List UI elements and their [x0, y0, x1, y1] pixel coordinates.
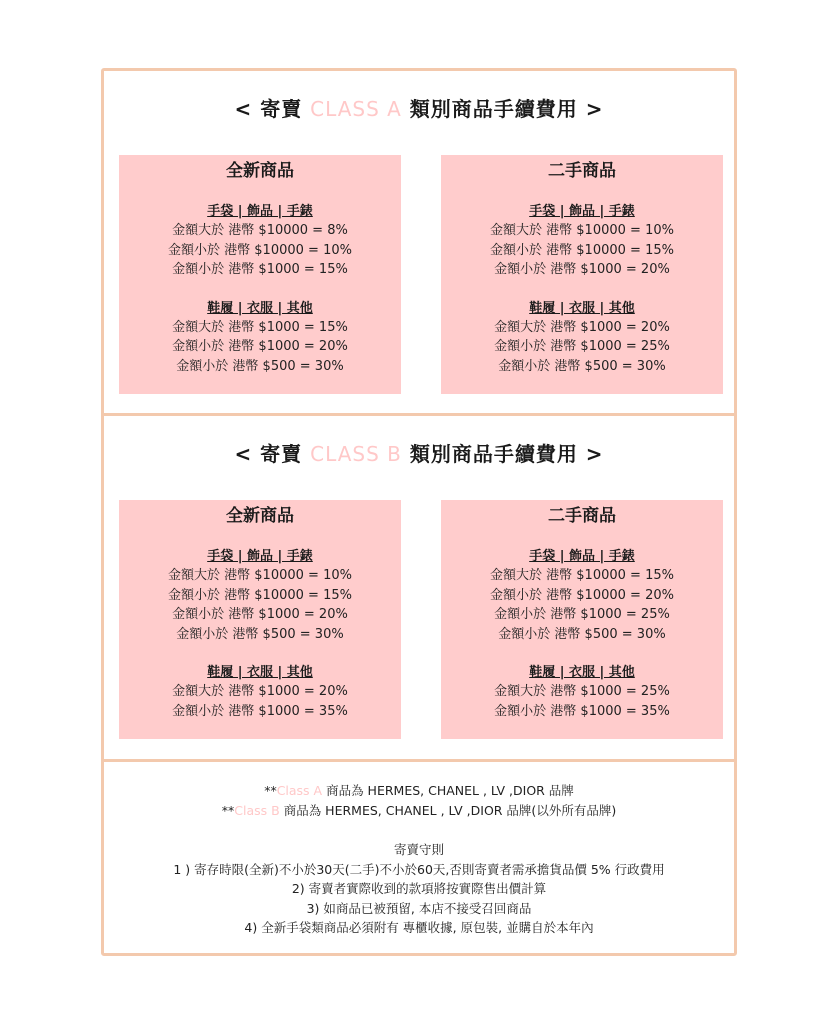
class-b-note-text: 商品為 HERMES, CHANEL , LV ,DIOR 品牌(以外所有品牌) [279, 802, 617, 818]
rate-group-bags [119, 547, 401, 644]
rate-line: 金額大於 港幣 $10000 = 8% [172, 223, 348, 238]
group-title: 手袋 | 飾品 | 手錶 [529, 549, 635, 564]
rate-line: 金額小於 港幣 $10000 = 20% [490, 587, 674, 603]
rate-line: 金額大於 港幣 $10000 = 15% [490, 568, 674, 583]
class-a-note [104, 781, 734, 801]
section-divider [104, 759, 734, 762]
class-b-used-card [441, 500, 723, 739]
class-b-new-card [119, 500, 401, 739]
group-title: 手袋 | 飾品 | 手錶 [529, 204, 635, 219]
group-title: 鞋履 | 衣服 | 其他 [529, 300, 635, 316]
class-b-title-suffix: 類別商品手續費用 > [401, 442, 604, 466]
group-title: 鞋履 | 衣服 | 其他 [529, 665, 635, 680]
rate-line: 金額大於 港幣 $1000 = 15% [172, 319, 348, 335]
rate-line: 金額大於 港幣 $1000 = 20% [172, 684, 348, 699]
group-title: 鞋履 | 衣服 | 其他 [207, 665, 313, 680]
rate-line: 金額小於 港幣 $500 = 30% [498, 358, 666, 374]
rule-item: 4) 全新手袋類商品必須附有 專櫃收據, 原包裝, 並購自於本年內 [244, 920, 594, 935]
group-title: 手袋 | 飾品 | 手錶 [207, 204, 313, 219]
class-a-new-card [119, 155, 401, 394]
class-b-title [104, 438, 734, 467]
rate-line: 金額小於 港幣 $1000 = 35% [172, 703, 348, 719]
rate-line: 金額小於 港幣 $1000 = 20% [172, 339, 348, 354]
rate-group-bags [441, 202, 723, 280]
notes-section [104, 781, 734, 938]
fee-table-frame [101, 68, 737, 956]
rules-title: 寄賣守則 [393, 842, 444, 857]
rate-line: 金額小於 港幣 $10000 = 15% [490, 242, 674, 258]
rate-group-bags [119, 202, 401, 280]
rate-line: 金額小於 港幣 $1000 = 35% [494, 703, 670, 719]
rate-line: 金額小於 港幣 $500 = 30% [498, 626, 666, 642]
rate-line: 金額大於 港幣 $10000 = 10% [168, 568, 352, 583]
class-a-note-text: 商品為 HERMES, CHANEL , LV ,DIOR 品牌 [322, 783, 574, 798]
section-divider [104, 413, 734, 416]
class-a-title [104, 93, 734, 122]
rate-group-shoes [119, 663, 401, 721]
rate-line: 金額小於 港幣 $1000 = 20% [172, 607, 348, 622]
rate-line: 金額小於 港幣 $1000 = 25% [494, 339, 670, 354]
class-a-title-class: CLASS A [310, 97, 402, 121]
rate-group-bags [441, 547, 723, 644]
rate-group-shoes [441, 663, 723, 721]
class-a-used-card [441, 155, 723, 394]
class-b-title-class: CLASS B [310, 442, 402, 466]
class-a-title-suffix: 類別商品手續費用 > [401, 97, 604, 121]
rate-line: 金額小於 港幣 $1000 = 25% [494, 607, 670, 622]
note-prefix: ** [264, 783, 277, 798]
rule-item: 3) 如商品已被預留, 本店不接受召回商品 [306, 900, 532, 916]
class-b-note [104, 801, 734, 821]
rate-line: 金額小於 港幣 $10000 = 10% [168, 242, 352, 258]
rate-group-shoes [441, 299, 723, 377]
class-b-title-prefix: < 寄賣 [234, 442, 311, 466]
rate-line: 金額小於 港幣 $1000 = 15% [172, 262, 348, 277]
rule-item: 2) 寄賣者實際收到的款項將按實際售出價計算 [291, 881, 547, 896]
rule-item: 1 ) 寄存時限(全新)不小於30天(二手)不小於60天,否則寄賣者需承擔貨品價 5% 行政費用 [173, 861, 665, 877]
rate-line: 金額小於 港幣 $500 = 30% [176, 626, 344, 642]
note-prefix: ** [221, 802, 235, 818]
rate-line: 金額小於 港幣 $500 = 30% [176, 358, 344, 374]
rate-line: 金額小於 港幣 $1000 = 20% [494, 262, 670, 277]
class-a-note-label: Class A [276, 783, 323, 798]
rate-group-shoes [119, 299, 401, 377]
card-title: 二手商品 [548, 506, 616, 526]
rate-line: 金額大於 港幣 $10000 = 10% [490, 223, 674, 238]
rate-line: 金額小於 港幣 $10000 = 15% [168, 587, 352, 603]
class-b-note-label: Class B [234, 802, 280, 818]
class-a-title-prefix: < 寄賣 [234, 97, 311, 121]
rate-line: 金額大於 港幣 $1000 = 25% [494, 684, 670, 699]
group-title: 鞋履 | 衣服 | 其他 [207, 300, 313, 316]
rate-line: 金額大於 港幣 $1000 = 20% [494, 319, 670, 335]
group-title: 手袋 | 飾品 | 手錶 [207, 549, 313, 564]
card-title: 全新商品 [226, 161, 294, 181]
card-title: 全新商品 [226, 506, 294, 526]
card-title: 二手商品 [548, 161, 616, 181]
